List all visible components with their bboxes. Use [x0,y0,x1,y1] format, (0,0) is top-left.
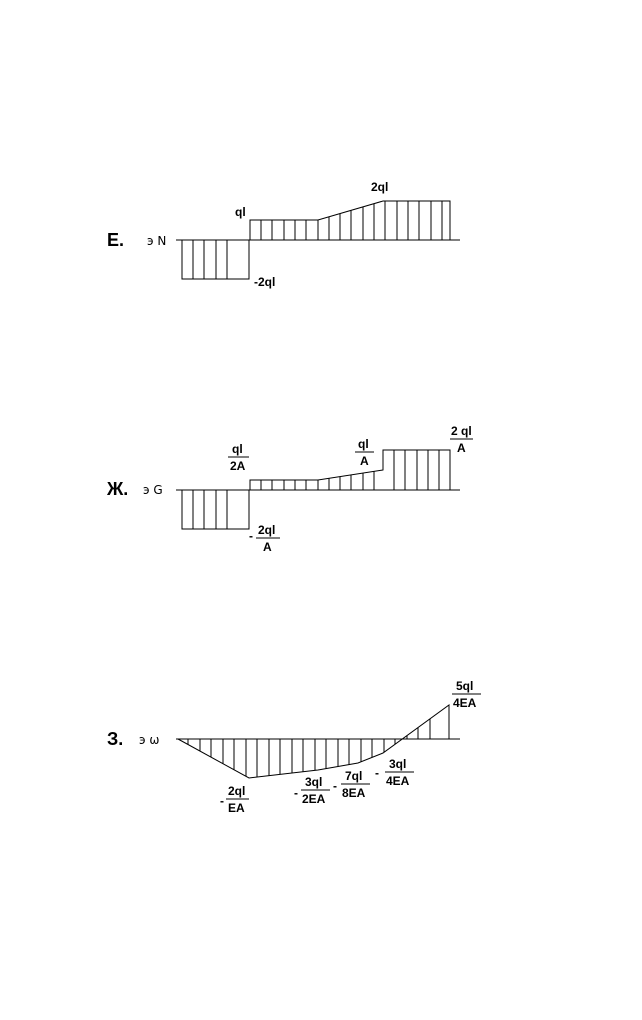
diagram-zh-fraction-neg-2ql-a [249,523,280,554]
diagram-e-letter: Е. [107,230,125,250]
diagram-zh [106,424,473,554]
minus-sign: - [375,766,379,780]
fraction-denominator: A [457,441,466,455]
fraction-numerator: 3ql [305,775,323,789]
fraction-denominator: 2A [230,459,246,473]
diagram-e-label-ql: ql [235,205,246,219]
diagram-z [107,679,481,815]
diagram-zh-pos-outline [250,450,450,490]
diagram-z-fraction-neg-2ql-ea [220,784,249,815]
diagram-z-fraction-neg-3ql-2ea [294,775,330,806]
fraction-denominator: EA [228,801,245,815]
fraction-numerator: ql [232,442,243,456]
fraction-numerator: ql [358,437,369,451]
fraction-numerator: 2 ql [451,424,472,438]
fraction-denominator: A [263,540,272,554]
diagram-zh-fraction-ql-2a [228,442,249,473]
fraction-denominator: 2EA [302,792,326,806]
diagram-zh-letter: Ж. [107,479,129,499]
diagram-zh-fraction-ql-a [355,437,374,468]
diagram-e [107,180,460,289]
fraction-numerator: 3ql [389,757,407,771]
diagram-e-symbol: э N [147,234,167,248]
minus-sign: - [333,779,337,793]
fraction-numerator: 7ql [345,769,363,783]
fraction-numerator: 2ql [228,784,246,798]
minus-sign: - [294,786,298,800]
fraction-denominator: 8EA [342,786,366,800]
diagram-e-label-neg-2ql: -2ql [254,275,276,289]
diagram-z-fraction-neg-3ql-4ea [375,757,414,788]
diagram-z-letter: З. [107,729,124,749]
diagram-z-outline [178,705,449,778]
minus-sign: - [249,529,253,543]
diagram-z-fraction-5ql-4ea [452,679,481,710]
fraction-denominator: 4EA [453,696,477,710]
fraction-numerator: 2ql [258,523,276,537]
diagram-z-fraction-neg-7ql-8ea [333,769,370,800]
fraction-numerator: 5ql [456,679,474,693]
fraction-denominator: 4EA [386,774,410,788]
diagram-zh-symbol: э G [143,483,163,497]
minus-sign: - [220,794,224,808]
fraction-denominator: A [360,454,369,468]
diagram-e-pos-outline [250,201,450,240]
diagram-z-symbol: э ω [139,733,160,747]
diagram-e-label-2ql: 2ql [371,180,389,194]
diagram-zh-fraction-2ql-a [450,424,473,455]
